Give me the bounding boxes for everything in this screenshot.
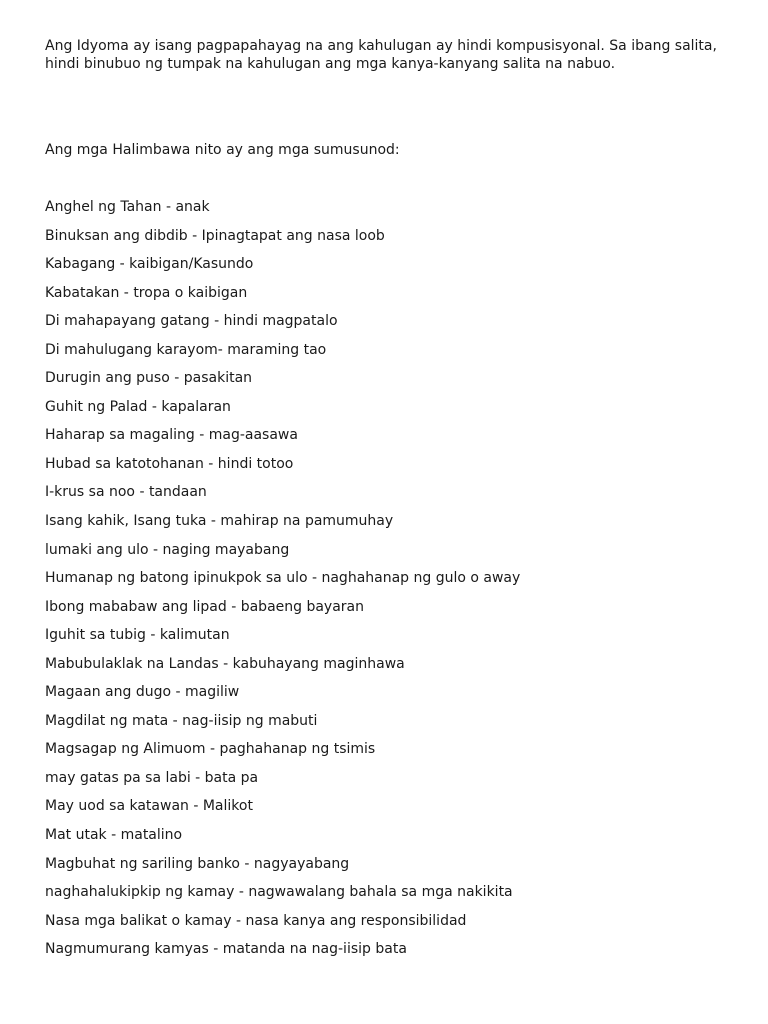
idiom-item: Kabagang - kaibigan/Kasundo [45,256,254,273]
idiom-item: Magdilat ng mata - nag-iisip ng mabuti [45,712,318,729]
idiom-list [45,198,735,969]
idiom-item: naghahalukipkip ng kamay - nagwawalang bahala sa mga nakikita [45,884,513,901]
idiom-item: Kabatakan - tropa o kaibigan [45,284,248,301]
idiom-item: Iguhit sa tubig - kalimutan [45,627,230,644]
idiom-item: Hubad sa katotohanan - hindi totoo [45,455,294,472]
idiom-item: Di mahapayang gatang - hindi magpatalo [45,313,338,330]
idiom-item: Binuksan ang dibdib - Ipinagtapat ang nasa loob [45,227,385,244]
idiom-item: lumaki ang ulo - naging mayabang [45,541,290,558]
idiom-item: May uod sa katawan - Malikot [45,798,253,815]
idiom-item: I-krus sa noo - tandaan [45,484,207,501]
idiom-item: Di mahulugang karayom- maraming tao [45,341,327,358]
idiom-item: Humanap ng batong ipinukpok sa ulo - naghahanap ng gulo o away [45,570,521,587]
examples-heading: Ang mga Halimbawa nito ay ang mga sumusunod: [45,142,400,158]
intro-paragraph: Ang Idyoma ay isang pagpapahayag na ang kahulugan ay hindi kompusisyonal. Sa ibang salita, hindi binubuo ng tumpak na kahulugan ang mga kanya-kanyang salita na nabuo. [45,38,717,72]
idiom-item: Mat utak - matalino [45,827,183,844]
document-page [45,37,735,958]
idiom-item: Isang kahik, Isang tuka - mahirap na pamumuhay [45,513,394,530]
idiom-item: Anghel ng Tahan - anak [45,199,210,215]
idiom-item: Nagmumurang kamyas - matanda na nag-iisip bata [45,941,407,958]
idiom-item: Ibong mababaw ang lipad - babaeng bayaran [45,598,365,615]
idiom-item: Nasa mga balikat o kamay - nasa kanya ang responsibilidad [45,912,467,929]
idiom-item: Guhit ng Palad - kapalaran [45,398,231,415]
idiom-item: Haharap sa magaling - mag-aasawa [45,427,298,444]
idiom-item: Magsagap ng Alimuom - paghahanap ng tsimis [45,741,376,758]
idiom-item: Magaan ang dugo - magiliw [45,684,240,701]
idiom-item: Mabubulaklak na Landas - kabuhayang maginhawa [45,655,405,672]
idiom-item: Magbuhat ng sariling banko - nagyayabang [45,855,350,872]
idiom-item: may gatas pa sa labi - bata pa [45,769,259,786]
idiom-item: Durugin ang puso - pasakitan [45,370,253,387]
